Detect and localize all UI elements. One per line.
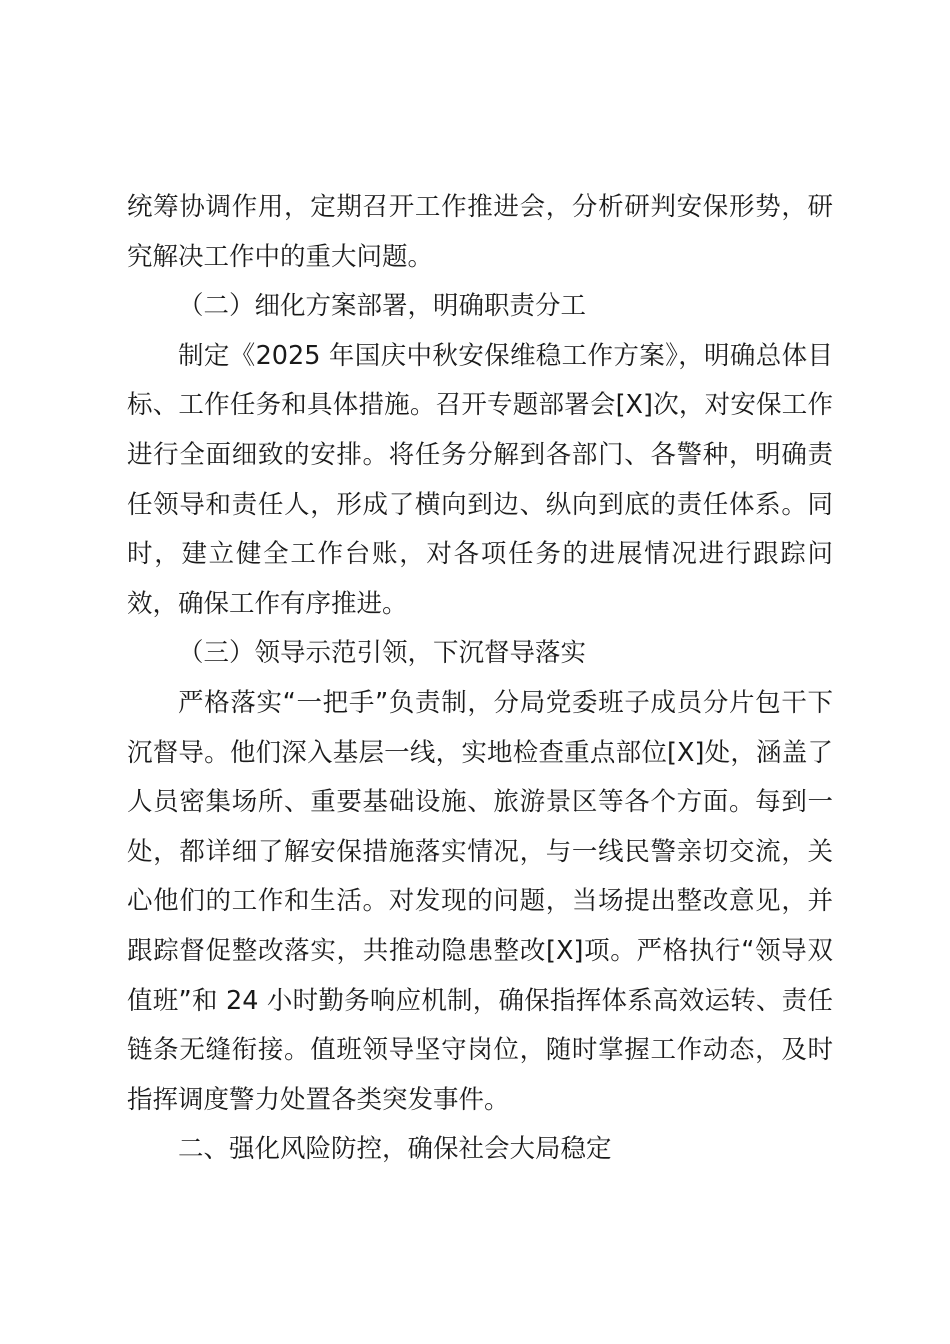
paragraph-continuation: 统筹协调作用，定期召开工作推进会，分析研判安保形势，研究解决工作中的重大问题。	[127, 192, 833, 272]
document-body	[127, 183, 833, 1175]
chapter-heading-2: 二、强化风险防控，确保社会大局稳定	[178, 1134, 612, 1165]
section-heading-3: （三）领导示范引领，下沉督导落实	[178, 638, 587, 669]
paragraph-leadership: 严格落实“一把手”负责制，分局党委班子成员分片包干下沉督导。他们深入基层一线，实地检查重点部位[X]处，涵盖了人员密集场所、重要基础设施、旅游景区等各个方面。每到一处，都详细了解安保措施落实情况，与一线民警亲切交流，关心他们的工作和生活。对发现的问题，当场提出整改意见，并跟踪督促整改落实，共推动隐患整改[X]项。严格执行“领导双值班”和 24 小时勤务响应机制，确保指挥体系高效运转、责任链条无缝衔接。值班领导坚守岗位，随时掌握工作动态，及时指挥调度警力处置各类突发事件。	[127, 687, 833, 1115]
section-heading-2: （二）细化方案部署，明确职责分工	[178, 291, 587, 322]
paragraph-plan: 制定《2025 年国庆中秋安保维稳工作方案》，明确总体目标、工作任务和具体措施。召开专题部署会[X]次，对安保工作进行全面细致的安排。将任务分解到各部门、各警种，明确责任领导和责任人，形成了横向到边、纵向到底的责任体系。同时，建立健全工作台账，对各项任务的进展情况进行跟踪问效，确保工作有序推进。	[127, 340, 833, 619]
